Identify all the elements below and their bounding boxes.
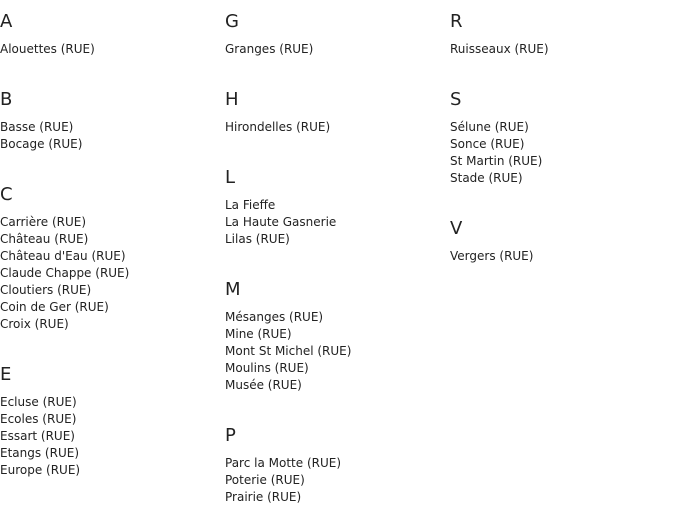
letter-heading: A <box>0 11 13 32</box>
street-link[interactable]: Cloutiers (RUE) <box>0 283 92 297</box>
letter-group <box>225 167 445 268</box>
street-link[interactable]: Poterie (RUE) <box>225 473 305 487</box>
street-link[interactable]: Etangs (RUE) <box>0 446 79 460</box>
letter-heading: G <box>225 11 239 32</box>
street-link[interactable]: Moulins (RUE) <box>225 361 309 375</box>
street-index-column-2 <box>225 0 445 506</box>
street-list <box>450 119 670 187</box>
group-spacer <box>0 333 220 353</box>
street-link[interactable]: Château d'Eau (RUE) <box>0 249 126 263</box>
street-list <box>450 248 670 265</box>
letter-group <box>0 364 220 479</box>
street-link[interactable]: Parc la Motte (RUE) <box>225 456 342 470</box>
street-list <box>0 119 220 153</box>
street-link[interactable]: Essart (RUE) <box>0 429 75 443</box>
street-list <box>0 394 220 479</box>
street-link[interactable]: Bocage (RUE) <box>0 137 83 151</box>
street-link[interactable]: Lilas (RUE) <box>225 232 290 246</box>
street-link[interactable]: Ecoles (RUE) <box>0 412 77 426</box>
street-link[interactable]: Croix (RUE) <box>0 317 69 331</box>
letter-heading: L <box>225 167 236 188</box>
group-spacer <box>450 187 670 207</box>
street-list <box>225 197 445 248</box>
street-link[interactable]: La Haute Gasnerie <box>225 215 337 229</box>
letter-heading: P <box>225 425 236 446</box>
street-link[interactable]: Alouettes (RUE) <box>0 42 95 56</box>
street-link[interactable]: Vergers (RUE) <box>450 249 534 263</box>
street-link[interactable]: Ecluse (RUE) <box>0 395 77 409</box>
street-link[interactable]: Château (RUE) <box>0 232 89 246</box>
street-link[interactable]: Claude Chappe (RUE) <box>0 266 130 280</box>
street-link[interactable]: Basse (RUE) <box>0 120 74 134</box>
street-link[interactable]: Mésanges (RUE) <box>225 310 324 324</box>
street-index-column-1 <box>0 0 220 479</box>
street-link[interactable]: Mine (RUE) <box>225 327 292 341</box>
street-index-column-3 <box>450 0 670 265</box>
street-list <box>225 41 445 58</box>
letter-group <box>450 218 670 265</box>
street-link[interactable]: Musée (RUE) <box>225 378 302 392</box>
street-link[interactable]: Sonce (RUE) <box>450 137 525 151</box>
street-link[interactable]: Granges (RUE) <box>225 42 314 56</box>
letter-group <box>450 11 670 78</box>
street-list <box>0 214 220 333</box>
letter-heading: S <box>450 89 462 110</box>
letter-heading: H <box>225 89 239 110</box>
letter-heading: V <box>450 218 463 239</box>
street-list <box>0 41 220 58</box>
letter-group <box>0 11 220 78</box>
letter-group <box>225 425 445 506</box>
letter-heading: M <box>225 279 241 300</box>
letter-group <box>0 89 220 173</box>
letter-group <box>450 89 670 207</box>
street-list <box>450 41 670 58</box>
group-spacer <box>0 153 220 173</box>
letter-heading: R <box>450 11 463 32</box>
street-link[interactable]: Sélune (RUE) <box>450 120 529 134</box>
letter-group <box>0 184 220 353</box>
letter-group <box>225 279 445 414</box>
group-spacer <box>225 58 445 78</box>
group-spacer <box>450 58 670 78</box>
group-spacer <box>225 394 445 414</box>
letter-heading: E <box>0 364 12 385</box>
street-link[interactable]: St Martin (RUE) <box>450 154 543 168</box>
street-link[interactable]: Hirondelles (RUE) <box>225 120 331 134</box>
street-list <box>225 455 445 506</box>
street-link[interactable]: La Fieffe <box>225 198 276 212</box>
street-list <box>225 309 445 394</box>
street-link[interactable]: Prairie (RUE) <box>225 490 302 504</box>
street-link[interactable]: Mont St Michel (RUE) <box>225 344 352 358</box>
street-list <box>225 119 445 136</box>
group-spacer <box>225 136 445 156</box>
letter-group <box>225 89 445 156</box>
letter-heading: C <box>0 184 13 205</box>
street-link[interactable]: Carrière (RUE) <box>0 215 87 229</box>
letter-heading: B <box>0 89 13 110</box>
street-link[interactable]: Coin de Ger (RUE) <box>0 300 109 314</box>
street-link[interactable]: Europe (RUE) <box>0 463 81 477</box>
group-spacer <box>225 248 445 268</box>
street-link[interactable]: Stade (RUE) <box>450 171 523 185</box>
group-spacer <box>0 58 220 78</box>
letter-group <box>225 11 445 78</box>
street-link[interactable]: Ruisseaux (RUE) <box>450 42 549 56</box>
